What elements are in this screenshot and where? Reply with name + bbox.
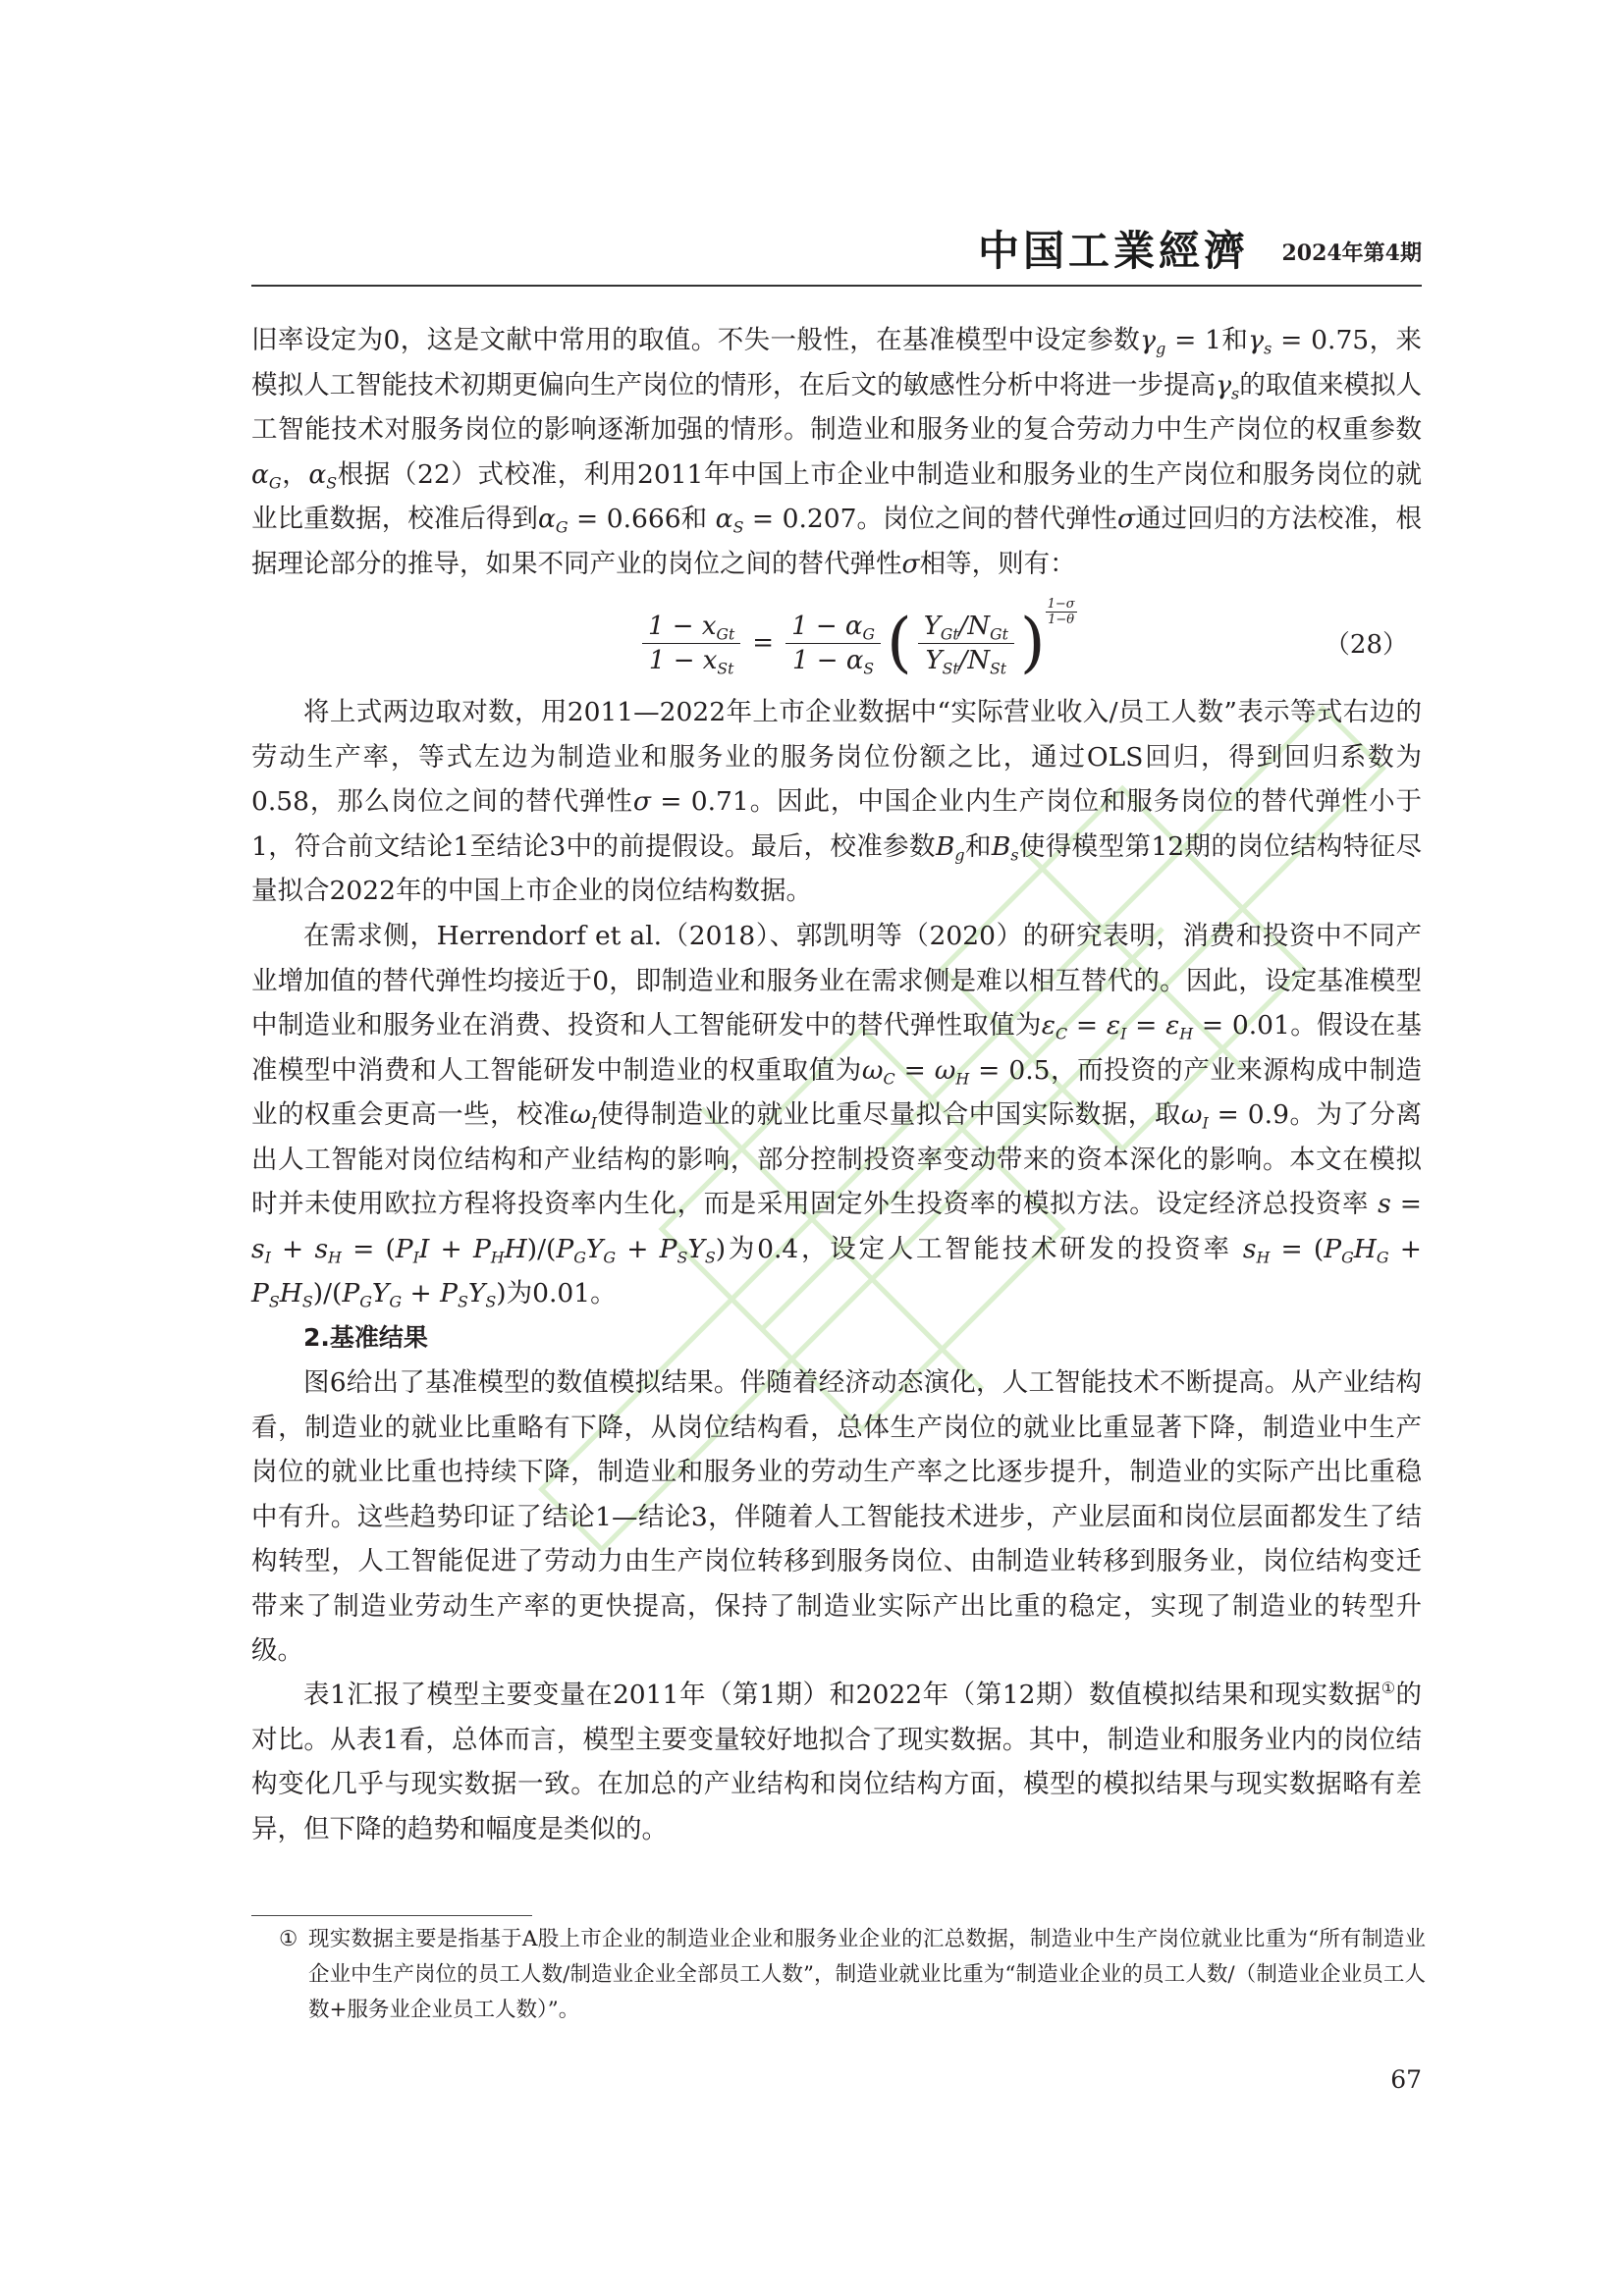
equation-28 [251, 597, 1422, 685]
p1-text-e: 。岗位之间的替代弹性 [856, 504, 1117, 534]
footnote-text: 现实数据主要是指基于A股上市企业的制造业企业和服务业企业的汇总数据，制造业中生产岗位就业比重为“所有制造业企业中生产岗位的员工人数/制造业企业全部员工人数”，制造业就业比重为“制造业企业的员工人数/（制造业企业员工人数+服务业企业员工人数）”。 [308, 1927, 1426, 2022]
p1-text-a: 旧率设定为0，这是文献中常用的取值。不失一般性，在基准模型中设定参数 [251, 325, 1141, 355]
footnote-rule [251, 1915, 532, 1916]
footnote [279, 1922, 1426, 2028]
issue-label: 2024年第4期 [1281, 240, 1422, 266]
footnote-ref-mark[interactable]: ① [1380, 1679, 1396, 1698]
p5-text-a: 表1汇报了模型主要变量在2011年（第1期）和2022年（第12期）数值模拟结果和现实数据 [303, 1680, 1381, 1710]
header-rule [251, 285, 1422, 287]
journal-name: 中国工業經濟 [977, 227, 1249, 275]
p3-text-f: 为0.4，设定人工智能技术研发的投资率 [726, 1233, 1232, 1264]
running-header [251, 226, 1422, 277]
paragraph-1: 旧率设定为0，这是文献中常用的取值。不失一般性，在基准模型中设定参数$\gamma_g = 1$和$\gamma_s = 0.75$，来模拟人工智能技术初期更偏向生产岗位的情形，在后文的敏感性分析中将进一步提高$\gamma_s$的取值来模拟人工智能技术对服务岗位的影响逐渐加强的情形。制造业和服务业的复合劳动力中生产岗位的权重参数$\alpha_G$，$\alpha_S$根据（22）式校准，利用2011年中国上市企业中制造业和服务业的生产岗位和服务岗位的就业比重数据，校准后得到$\alpha_G = 0.666$和 $\alpha_S = 0.207$。岗位之间的替代弹性σ通过回归的方法校准，根据理论部分的推导，如果不同产业的岗位之间的替代弹性σ相等，则有： [251, 325, 1423, 579]
equation-body: $\frac{1 - x_{Gt}}{1 - x_{St}}$ = $\frac{1 - \alpha_G}{1 - \alpha_S}$ ( $\frac{Y_{Gt}/N_{Gt}}{Y_{St}/N_{St}}$ ) 1−σ 1−θ [636, 601, 1077, 685]
page-number: 67 [1390, 2065, 1422, 2094]
p3-text-a: 在需求侧，Herrendorf et al.（2018）、郭凯明等（2020）的研究表明，消费和投资中不同产业增加值的替代弹性均接近于0，即制造业和服务业在需求侧是难以相互替代的。因此，设定基准模型中制造业和服务业在消费、投资和人工智能研发中的替代弹性取值为 [251, 921, 1422, 1041]
p1-text-f: 通过回归的方法校准，根据理论部分的推导，如果不同产业的岗位之间的替代弹性 [251, 504, 1423, 579]
p2-text-c: 使得模型第12期的岗位结构特征尽量拟合2022年的中国上市企业的岗位结构数据。 [251, 830, 1422, 906]
p3-text-b: 。假设在基准模型中消费和人工智能研发中制造业的权重取值为 [251, 1010, 1422, 1086]
p3-text-d: 使得制造业的就业比重尽量拟合中国实际数据，取 [597, 1099, 1181, 1130]
paragraph-4 [251, 1361, 1422, 1674]
p1-text-d: 根据（22）式校准，利用2011年中国上市企业中制造业和服务业的生产岗位和服务岗位的就业比重数据，校准后得到 [251, 458, 1422, 534]
p1-text-b: 模拟人工智能技术初期更偏向生产岗位的情形，在后文的敏感性分析中将进一步提高 [251, 369, 1217, 400]
section-heading-text: 2.基准结果 [303, 1323, 428, 1352]
p3-text-c: ，而投资的产业来源构成中制造业的权重会更高一些，校准 [251, 1054, 1423, 1130]
p1-text-g: 相等，则有： [919, 548, 1076, 579]
paragraph-5 [251, 1673, 1422, 1851]
paragraph-3: 在需求侧，Herrendorf et al.（2018）、郭凯明等（2020）的研究表明，消费和投资中不同产业增加值的替代弹性均接近于0，即制造业和服务业在需求侧是难以相互替代的。因此，设定基准模型中制造业和服务业在消费、投资和人工智能研发中的替代弹性取值为$\varepsilon_C = \varepsilon_I = \varepsilon_H = 0.01$。假设在基准模型中消费和人工智能研发中制造业的权重取值为$\omega_C = \omega_H = 0.5$，而投资的产业来源构成中制造业的权重会更高一些，校准$\omega_I$使得制造业的就业比重尽量拟合中国实际数据，取$\omega_I = 0.9$。为了分离出人工智能对岗位结构和产业结构的影响，部分控制投资率变动带来的资本深化的影响。本文在模拟时并未使用欧拉方程将投资率内生化，而是采用固定外生投资率的模拟方法。设定经济总投资率 $s = s_I + s_H = (P_II + P_HH)/(P_GY_G + P_SY_S)$为0.4，设定人工智能技术研发的投资率 $s_H = (P_GH_G + P_SH_S)/(P_GY_G + P_SY_S)$为0.01。 [251, 921, 1423, 1311]
footnote-mark: ① [279, 1927, 298, 1951]
p5-text-b: 的对比。从表1看，总体而言，模型主要变量较好地拟合了现实数据。其中，制造业和服务业内的岗位结构变化几乎与现实数据一致。在加总的产业结构和岗位结构方面，模型的模拟结果与现实数据略有差异，但下降的趋势和幅度是类似的。 [251, 1680, 1422, 1844]
p3-text-g: 为0.01。 [506, 1278, 617, 1308]
p1-text-c: 的取值来模拟人工智能技术对服务岗位的影响逐渐加强的情形。制造业和服务业的复合劳动力中生产岗位的权重参数 [251, 369, 1423, 445]
equation-number: （28） [1324, 630, 1408, 660]
section-heading [251, 1315, 1422, 1361]
p4-text: 图6给出了基准模型的数值模拟结果。伴随着经济动态演化，人工智能技术不断提高。从产业结构看，制造业的就业比重略有下降，从岗位结构看，总体生产岗位的就业比重显著下降，制造业中生产岗位的就业比重也持续下降，制造业和服务业的劳动生产率之比逐步提升，制造业的实际产出比重稳中有升。这些趋势印证了结论1—结论3，伴随着人工智能技术进步，产业层面和岗位层面都发生了结构转型，人工智能促进了劳动力由生产岗位转移到服务岗位、由制造业转移到服务业，岗位结构变迁带来了制造业劳动生产率的更快提高，保持了制造业实际产出比重的稳定，实现了制造业的转型升级。 [251, 1367, 1422, 1666]
p2-text-a: 将上式两边取对数，用2011—2022年上市企业数据中“实际营业收入/员工人数”表示等式右边的劳动生产率，等式左边为制造业和服务业的服务岗位份额之比，通过OLS回归，得到回归系数为0.58，那么岗位之间的替代弹性 [251, 697, 1422, 817]
p2-text-b: 。因此，中国企业内生产岗位和服务岗位的替代弹性小于1，符合前文结论1至结论3中的前提假设。最后，校准参数 [251, 786, 1422, 862]
p3-text-e: 。为了分离出人工智能对岗位结构和产业结构的影响，部分控制投资率变动带来的资本深化的影响。本文在模拟时并未使用欧拉方程将投资率内生化，而是采用固定外生投资率的模拟方法。设定经济总投资率 [251, 1099, 1423, 1219]
paragraph-2: 将上式两边取对数，用2011—2022年上市企业数据中“实际营业收入/员工人数”表示等式右边的劳动生产率，等式左边为制造业和服务业的服务岗位份额之比，通过OLS回归，得到回归系数为0.58，那么岗位之间的替代弹性σ = 0.71。因此，中国企业内生产岗位和服务岗位的替代弹性小于1，符合前文结论1至结论3中的前提假设。最后，校准参数$B_g$和$B_s$使得模型第12期的岗位结构特征尽量拟合2022年的中国上市企业的岗位结构数据。 [251, 697, 1422, 906]
